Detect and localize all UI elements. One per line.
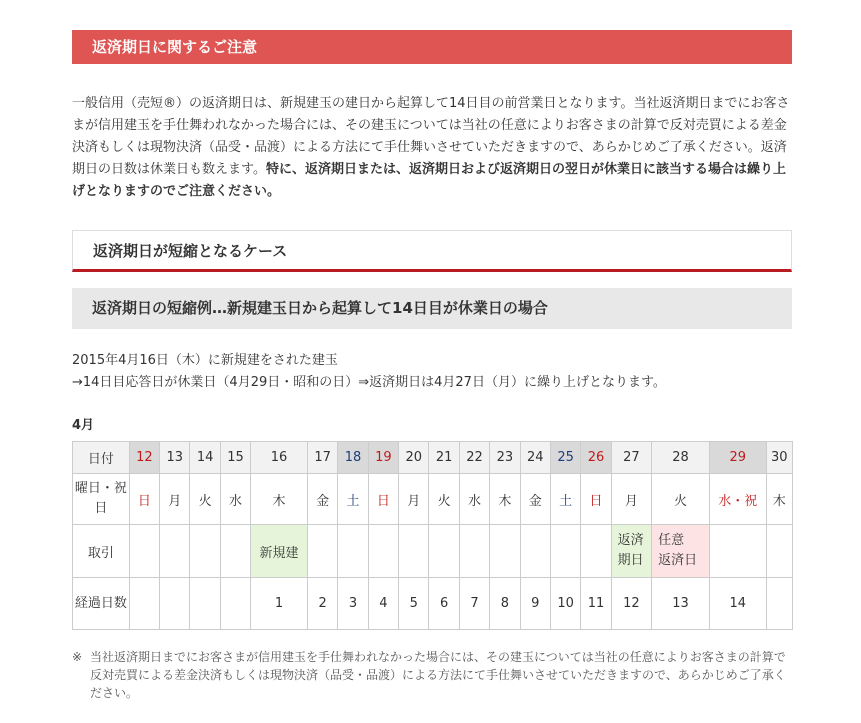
date-cell: 17 <box>307 442 337 474</box>
elapsed-cell: 14 <box>709 578 766 630</box>
elapsed-cell <box>129 578 159 630</box>
due-line-2: 期日 <box>617 553 644 568</box>
elapsed-cell: 5 <box>399 578 429 630</box>
date-cell: 13 <box>160 442 190 474</box>
footnote-mark: ※ <box>72 650 83 664</box>
weekday-cell: 日 <box>368 474 398 525</box>
date-cell: 21 <box>429 442 459 474</box>
trade-cell <box>429 525 459 578</box>
elapsed-cell: 11 <box>581 578 611 630</box>
trade-cell <box>307 525 337 578</box>
trade-cell-optional <box>652 525 710 578</box>
optional-line-1: 任意 <box>658 533 685 548</box>
trade-cell <box>399 525 429 578</box>
trade-cell <box>550 525 580 578</box>
date-cell: 16 <box>251 442 308 474</box>
elapsed-cell: 1 <box>251 578 308 630</box>
date-cell: 26 <box>581 442 611 474</box>
weekday-cell: 日 <box>581 474 611 525</box>
date-cell: 18 <box>338 442 368 474</box>
row-label-elapsed <box>73 578 130 630</box>
due-line-1: 返済 <box>617 533 644 548</box>
weekday-cell: 木 <box>766 474 792 525</box>
elapsed-cell: 13 <box>652 578 710 630</box>
weekday-cell: 土 <box>550 474 580 525</box>
trade-cell <box>129 525 159 578</box>
weekday-cell: 金 <box>520 474 550 525</box>
date-cell: 27 <box>611 442 652 474</box>
date-cell: 25 <box>550 442 580 474</box>
weekday-cell: 月 <box>399 474 429 525</box>
elapsed-cell: 8 <box>490 578 520 630</box>
trade-cell-due <box>611 525 652 578</box>
date-cell: 15 <box>220 442 250 474</box>
weekday-cell: 月 <box>611 474 652 525</box>
trade-cell <box>709 525 766 578</box>
date-cell: 29 <box>709 442 766 474</box>
row-label-elapsed-text: 経過日数 <box>74 595 127 611</box>
trade-cell <box>581 525 611 578</box>
calendar-table <box>72 441 793 630</box>
trade-cell <box>368 525 398 578</box>
elapsed-cell: 2 <box>307 578 337 630</box>
elapsed-cell <box>220 578 250 630</box>
date-cell: 23 <box>490 442 520 474</box>
trade-cell <box>220 525 250 578</box>
optional-line-2: 返済日 <box>658 553 698 568</box>
trade-cell <box>338 525 368 578</box>
row-label-weekday-text: 曜日・祝日 <box>74 481 127 516</box>
date-cell: 22 <box>459 442 489 474</box>
weekday-row <box>73 474 793 525</box>
weekday-cell: 金 <box>307 474 337 525</box>
weekday-cell: 火 <box>190 474 220 525</box>
weekday-cell: 木 <box>251 474 308 525</box>
elapsed-row <box>73 578 793 630</box>
footnote <box>72 648 792 702</box>
section-title: 返済期日に関するご注意 <box>72 30 792 64</box>
weekday-cell: 火 <box>652 474 710 525</box>
weekday-cell: 月 <box>160 474 190 525</box>
month-label: 4月 <box>72 418 95 433</box>
trade-cell <box>160 525 190 578</box>
elapsed-cell <box>160 578 190 630</box>
row-label-weekday <box>73 474 130 525</box>
elapsed-cell <box>190 578 220 630</box>
row-label-trade: 取引 <box>73 525 130 578</box>
intro-warning: 特に、返済期日または、返済期日および返済期日の翌日が休業日に該当する場合は繰り上げとなりますのでご注意ください。 <box>72 162 786 199</box>
example-title: 返済期日の短縮例…新規建玉日から起算して14日目が休業日の場合 <box>72 288 792 329</box>
trade-cell <box>766 525 792 578</box>
date-cell: 30 <box>766 442 792 474</box>
intro-text: 一般信用（売短®）の返済期日は、新規建玉の建日から起算して14日目の前営業日となります。当社返済期日までにお客さまが信用建玉を手仕舞われなかった場合には、その建玉については当社の任意によりお客さまの計算で反対売買による差金決済もしくは現物決済（品受・品渡）による方法にて手仕舞いさせていただきますので、あらかじめご了承ください。返済期日の日数は休業日も数えます。 <box>72 96 790 177</box>
weekday-cell: 火 <box>429 474 459 525</box>
elapsed-cell: 4 <box>368 578 398 630</box>
elapsed-cell: 7 <box>459 578 489 630</box>
weekday-cell: 日 <box>129 474 159 525</box>
trade-cell <box>520 525 550 578</box>
date-row <box>73 442 793 474</box>
elapsed-cell <box>766 578 792 630</box>
weekday-cell: 水 <box>459 474 489 525</box>
case-title: 返済期日が短縮となるケース <box>72 230 792 272</box>
weekday-cell: 木 <box>490 474 520 525</box>
date-cell: 12 <box>129 442 159 474</box>
trade-row <box>73 525 793 578</box>
elapsed-cell: 12 <box>611 578 652 630</box>
weekday-cell: 土 <box>338 474 368 525</box>
weekday-cell: 水 <box>220 474 250 525</box>
trade-cell-new: 新規建 <box>251 525 308 578</box>
example-line-2: →14日目応答日が休業日（4月29日・昭和の日）⇒返済期日は4月27日（月）に繰り上げとなります。 <box>72 375 666 390</box>
weekday-cell: 水・祝 <box>709 474 766 525</box>
elapsed-cell: 10 <box>550 578 580 630</box>
date-cell: 24 <box>520 442 550 474</box>
intro-paragraph <box>72 93 792 203</box>
trade-cell <box>490 525 520 578</box>
date-cell: 14 <box>190 442 220 474</box>
elapsed-cell: 9 <box>520 578 550 630</box>
elapsed-cell: 3 <box>338 578 368 630</box>
row-label-date: 日付 <box>73 442 130 474</box>
footnote-text: 当社返済期日までにお客さまが信用建玉を手仕舞われなかった場合には、その建玉については当社の任意によりお客さまの計算で反対売買による差金決済もしくは現物決済（品受・品渡）による方法にて手仕舞いさせていただきますので、あらかじめご了承ください。 <box>90 650 786 700</box>
elapsed-cell: 6 <box>429 578 459 630</box>
date-cell: 20 <box>399 442 429 474</box>
trade-cell <box>459 525 489 578</box>
trade-cell <box>190 525 220 578</box>
date-cell: 19 <box>368 442 398 474</box>
example-line-1: 2015年4月16日（木）に新規建をされた建玉 <box>72 353 338 368</box>
date-cell: 28 <box>652 442 710 474</box>
